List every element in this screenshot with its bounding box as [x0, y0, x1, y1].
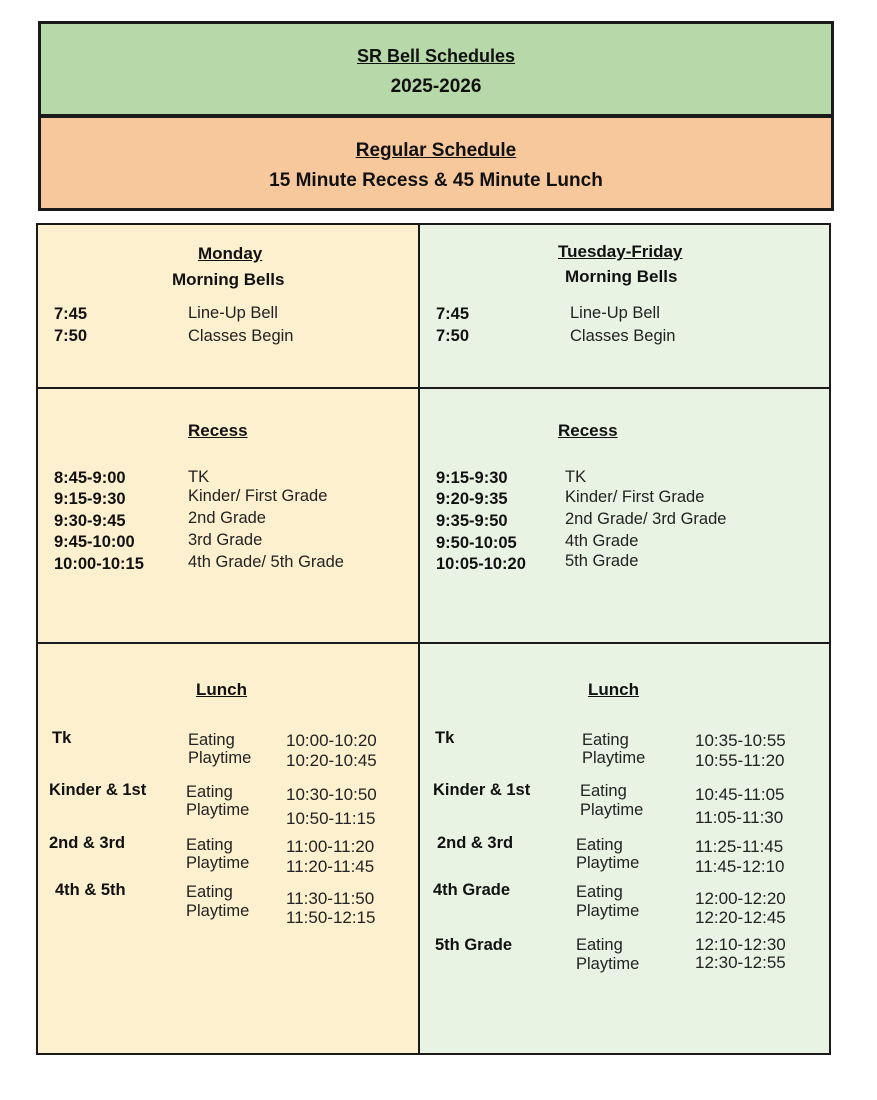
school-year: 2025-2026 [390, 76, 482, 97]
tuesday-friday-recess-group: 5th Grade [565, 552, 639, 570]
tuesday-friday-lunch-group: 2nd & 3rd [437, 834, 514, 852]
monday-playtime-label: Playtime [188, 749, 252, 767]
monday-eating-label: Eating [188, 731, 235, 749]
monday-heading: Monday [198, 244, 263, 263]
tuesday-friday-eating-label: Eating [582, 731, 629, 749]
tuesday-friday-morning-heading: Morning Bells [565, 267, 678, 286]
monday-eating-time: 10:30-10:50 [286, 785, 377, 804]
tuesday-friday-playtime-label: Playtime [582, 749, 646, 767]
monday-recess-cell [36, 387, 420, 644]
monday-recess-group: 2nd Grade [188, 509, 266, 527]
monday-playtime-label: Playtime [186, 902, 250, 920]
monday-playtime-time: 11:20-11:45 [286, 857, 375, 876]
tuesday-friday-eating-label: Eating [580, 782, 627, 800]
tuesday-friday-playtime-label: Playtime [580, 801, 644, 819]
tuesday-friday-playtime-time: 11:45-12:10 [695, 857, 785, 876]
monday-recess-heading: Recess [188, 421, 248, 440]
tuesday-friday-morning-label: Classes Begin [570, 327, 676, 345]
monday-eating-label: Eating [186, 883, 233, 901]
tuesday-friday-heading: Tuesday-Friday [558, 242, 683, 261]
monday-playtime-time: 10:50-11:15 [286, 809, 376, 828]
tuesday-friday-recess-time: 9:35-9:50 [436, 512, 508, 530]
monday-recess-time: 9:45-10:00 [54, 533, 135, 551]
monday-playtime-time: 10:20-10:45 [286, 751, 377, 770]
tuesday-friday-morning-label: Line-Up Bell [570, 304, 660, 322]
monday-morning-label: Classes Begin [188, 327, 294, 345]
monday-eating-time: 11:30-11:50 [286, 889, 375, 908]
monday-recess-group: Kinder/ First Grade [188, 487, 328, 505]
monday-lunch-group: Tk [52, 729, 72, 747]
tuesday-friday-recess-group: 2nd Grade/ 3rd Grade [565, 510, 727, 528]
monday-playtime-time: 11:50-12:15 [286, 908, 376, 927]
monday-morning-cell [36, 223, 420, 389]
monday-lunch-group: 2nd & 3rd [49, 834, 126, 852]
document-title: SR Bell Schedules [356, 46, 516, 66]
tuesday-friday-playtime-time: 12:30-12:55 [695, 953, 786, 972]
tuesday-friday-morning-time: 7:50 [436, 327, 470, 345]
tuesday-friday-lunch-group: Tk [435, 729, 455, 747]
tuesday-friday-recess-time: 9:50-10:05 [436, 534, 517, 552]
tuesday-friday-eating-time: 12:00-12:20 [695, 889, 786, 908]
title-banner [38, 21, 834, 117]
monday-recess-group: 4th Grade/ 5th Grade [188, 553, 344, 571]
monday-morning-time: 7:50 [54, 327, 88, 345]
tuesday-friday-eating-time: 10:35-10:55 [695, 731, 786, 750]
schedule-description: 15 Minute Recess & 45 Minute Lunch [269, 170, 603, 191]
tuesday-friday-eating-label: Eating [576, 883, 623, 901]
tuesday-friday-recess-heading: Recess [558, 421, 618, 440]
tuesday-friday-recess-group: Kinder/ First Grade [565, 488, 705, 506]
monday-eating-time: 11:00-11:20 [286, 837, 375, 856]
monday-recess-group: TK [188, 468, 210, 486]
tuesday-friday-playtime-time: 11:05-11:30 [695, 808, 784, 827]
monday-morning-heading: Morning Bells [172, 270, 285, 289]
monday-lunch-group: 4th & 5th [55, 881, 126, 899]
tuesday-friday-eating-time: 11:25-11:45 [695, 837, 784, 856]
monday-lunch-heading: Lunch [196, 680, 247, 699]
tuesday-friday-eating-label: Eating [576, 936, 623, 954]
schedule-name: Regular Schedule [355, 140, 517, 161]
tuesday-friday-morning-time: 7:45 [436, 305, 470, 323]
tuesday-friday-recess-time: 10:05-10:20 [436, 555, 526, 573]
tuesday-friday-recess-group: TK [565, 468, 587, 486]
monday-lunch-group: Kinder & 1st [49, 781, 147, 799]
tuesday-friday-morning-cell [418, 223, 831, 389]
tuesday-friday-recess-time: 9:15-9:30 [436, 469, 508, 487]
tuesday-friday-lunch-group: Kinder & 1st [433, 781, 531, 799]
tuesday-friday-playtime-label: Playtime [576, 854, 640, 872]
monday-recess-time: 9:15-9:30 [54, 490, 126, 508]
tuesday-friday-eating-label: Eating [576, 836, 623, 854]
tuesday-friday-lunch-cell [418, 642, 831, 1055]
monday-morning-time: 7:45 [54, 305, 88, 323]
tuesday-friday-lunch-heading: Lunch [588, 680, 639, 699]
monday-eating-label: Eating [186, 783, 233, 801]
monday-morning-label: Line-Up Bell [188, 304, 278, 322]
tuesday-friday-recess-time: 9:20-9:35 [436, 490, 508, 508]
tuesday-friday-lunch-group: 5th Grade [435, 936, 513, 954]
monday-eating-time: 10:00-10:20 [286, 731, 377, 750]
monday-lunch-cell [36, 642, 420, 1055]
monday-recess-group: 3rd Grade [188, 531, 263, 549]
monday-recess-time: 9:30-9:45 [54, 512, 126, 530]
monday-eating-label: Eating [186, 836, 233, 854]
monday-recess-time: 10:00-10:15 [54, 555, 144, 573]
monday-recess-time: 8:45-9:00 [54, 469, 126, 487]
tuesday-friday-playtime-label: Playtime [576, 902, 640, 920]
tuesday-friday-eating-time: 12:10-12:30 [695, 935, 786, 954]
tuesday-friday-recess-cell [418, 387, 831, 644]
schedule-banner [38, 115, 834, 211]
tuesday-friday-recess-group: 4th Grade [565, 532, 639, 550]
tuesday-friday-eating-time: 10:45-11:05 [695, 785, 785, 804]
tuesday-friday-playtime-label: Playtime [576, 955, 640, 973]
tuesday-friday-playtime-time: 10:55-11:20 [695, 751, 785, 770]
monday-playtime-label: Playtime [186, 801, 250, 819]
tuesday-friday-playtime-time: 12:20-12:45 [695, 908, 786, 927]
monday-playtime-label: Playtime [186, 854, 250, 872]
tuesday-friday-lunch-group: 4th Grade [433, 881, 511, 899]
